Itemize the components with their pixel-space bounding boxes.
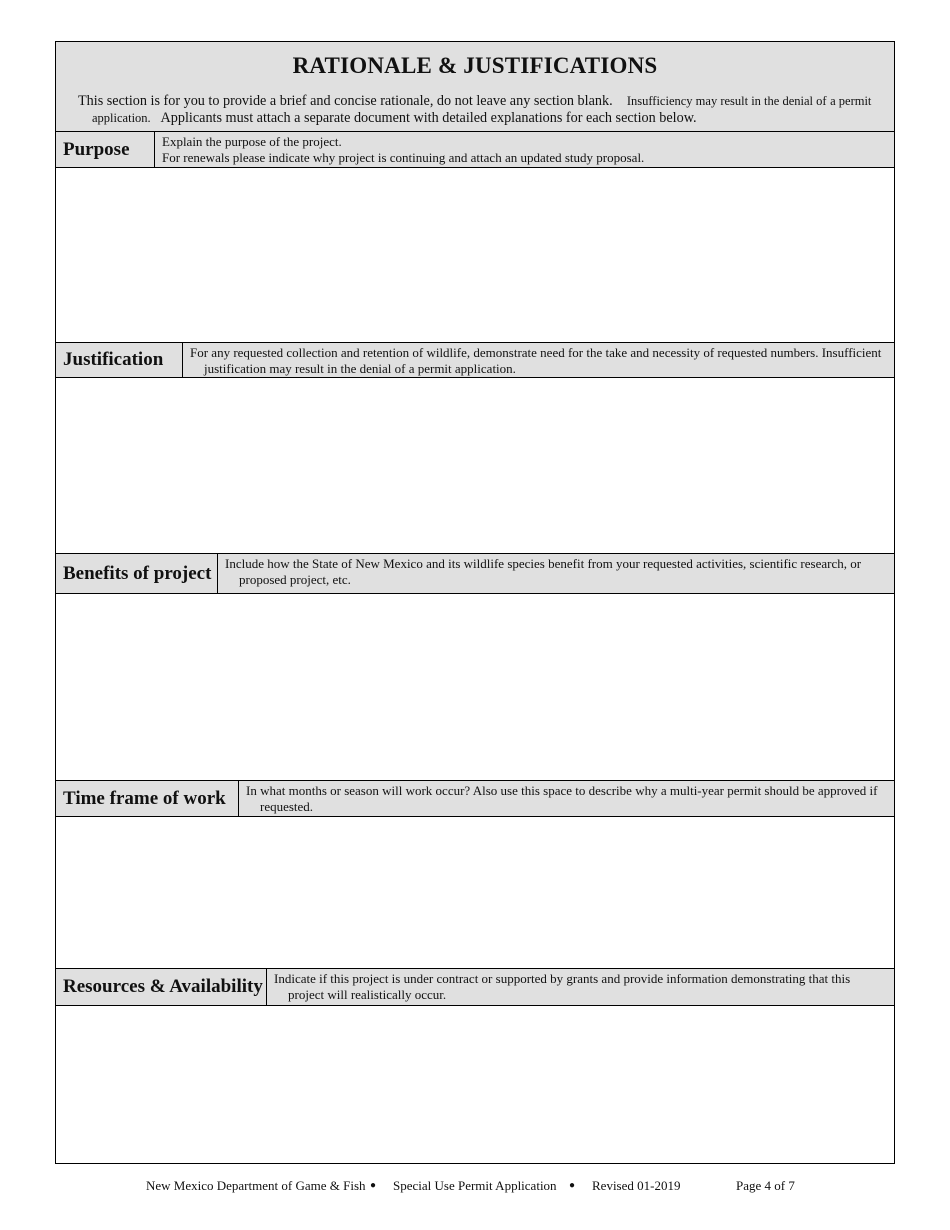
section-label-resources: Resources & Availability <box>56 969 267 1005</box>
intro-small-text-2: a permit application. <box>92 94 872 125</box>
footer-revised: Revised 01-2019 <box>592 1178 681 1193</box>
footer-form-name: Special Use Permit Application <box>393 1178 557 1193</box>
section-label-justification: Justification <box>56 343 183 377</box>
footer-department: New Mexico Department of Game & Fish <box>146 1178 366 1193</box>
section-desc-resources <box>267 969 894 1005</box>
section-header-resources <box>56 968 894 1006</box>
purpose-desc-line-1: Explain the purpose of the project. <box>162 134 342 149</box>
section-desc-purpose <box>155 132 894 167</box>
justification-answer-field[interactable] <box>56 378 894 554</box>
justification-desc-text: For any requested collection and retention of wildlife, demonstrate need for the take and necessity of requested numbers. Insufficient justification may result in the denial of a permit application. <box>190 345 882 376</box>
purpose-desc-line-2: For renewals please indicate why project is continuing and attach an updated study proposal. <box>162 150 645 165</box>
section-desc-justification <box>183 343 894 377</box>
footer-bullet-1: ● <box>370 1180 377 1191</box>
intro-main-text: This section is for you to provide a brief and concise rationale, do not leave any section blank. <box>78 93 613 109</box>
section-header-timeframe <box>56 780 894 817</box>
purpose-answer-field[interactable] <box>56 168 894 343</box>
timeframe-answer-field[interactable] <box>56 817 894 969</box>
section-desc-benefits <box>218 554 894 593</box>
intro-tail-text: Applicants must attach a separate document with detailed explanations for each section below. <box>160 110 697 126</box>
resources-answer-field[interactable] <box>56 1006 894 1163</box>
rationale-form <box>55 41 895 1164</box>
intro-instructions <box>56 90 894 132</box>
footer-bullet-2: ● <box>569 1180 576 1191</box>
page-footer <box>0 1177 950 1195</box>
benefits-answer-field[interactable] <box>56 594 894 781</box>
benefits-desc-text: Include how the State of New Mexico and its wildlife species benefit from your requested activities, scientific research, or proposed project, etc. <box>225 556 862 587</box>
section-header-purpose <box>56 131 894 168</box>
timeframe-desc-text: In what months or season will work occur? Also use this space to describe why a multi-year permit should be approved if requested. <box>246 783 878 814</box>
section-desc-timeframe <box>239 781 894 816</box>
resources-desc-text: Indicate if this project is under contract or supported by grants and provide information demonstrating that this project will realistically occur. <box>274 971 851 1002</box>
section-label-benefits: Benefits of project <box>56 554 218 593</box>
section-header-benefits <box>56 553 894 594</box>
section-label-purpose: Purpose <box>56 132 155 167</box>
footer-page-number: Page 4 of 7 <box>736 1178 795 1193</box>
section-header-justification <box>56 342 894 378</box>
intro-small-text-1: Insufficiency may result in the denial of <box>626 94 827 108</box>
form-title: RATIONALE & JUSTIFICATIONS <box>56 42 894 91</box>
section-label-timeframe: Time frame of work <box>56 781 239 816</box>
